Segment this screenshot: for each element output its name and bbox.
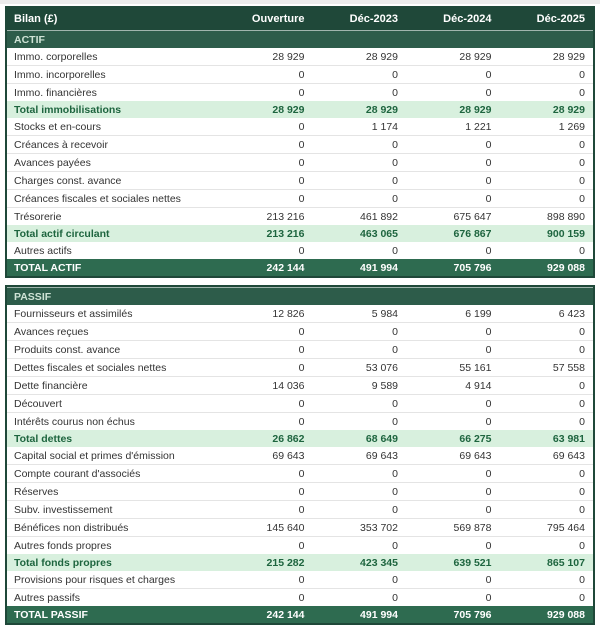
table-row-immo-corporelles [7,48,593,65]
row-value-déc-2024: 28 929 [459,103,492,116]
row-value-déc-2024: 66 275 [459,432,492,445]
row-value-ouverture: 0 [298,397,305,410]
actif-block [5,6,595,278]
row-value-déc-2024: 4 914 [465,379,492,392]
section-gap [5,278,595,285]
table-row-avances-re-ues [7,322,593,340]
row-value-déc-2023: 463 065 [360,227,398,240]
row-label: Immo. financières [14,86,97,99]
section-title: PASSIF [14,290,52,303]
row-value-déc-2023: 0 [392,244,398,257]
row-value-déc-2025: 0 [579,86,585,99]
table-row-dettes-fiscales-et-sociales-nettes [7,358,593,376]
row-value-déc-2023: 0 [392,467,398,480]
table-row-subv-investissement [7,500,593,518]
row-label: Avances reçues [14,325,89,338]
row-value-ouverture: 0 [298,192,305,205]
table-row-fournisseurs-et-assimil-s [7,305,593,322]
row-value-déc-2023: 0 [392,156,398,169]
table-row-d-couvert [7,394,593,412]
row-value-déc-2025: 0 [579,467,585,480]
passif-block [5,285,595,625]
table-row-immo-financi-res [7,83,593,101]
row-label: Dettes fiscales et sociales nettes [14,361,167,374]
row-value-ouverture: 28 929 [272,103,305,116]
row-value-ouverture: 0 [298,86,305,99]
row-value-déc-2024: 675 647 [453,210,492,223]
column-header-dec-2025: Déc-2025 [536,13,585,25]
row-value-ouverture: 0 [298,120,305,133]
row-value-déc-2023: 0 [392,174,398,187]
row-value-déc-2025: 0 [579,343,585,356]
row-value-déc-2025: 0 [579,503,585,516]
table-row-produits-const-avance [7,340,593,358]
row-value-déc-2024: 0 [485,539,492,552]
table-row-dette-financi-re [7,376,593,394]
row-label: Stocks et en-cours [14,120,101,133]
row-label: Créances fiscales et sociales nettes [14,192,181,205]
row-value-déc-2023: 0 [392,343,398,356]
row-label: Autres fonds propres [14,539,112,552]
row-value-déc-2024: 0 [485,86,492,99]
row-value-déc-2024: 0 [485,192,492,205]
row-value-déc-2025: 929 088 [547,608,585,621]
section-header-passif [7,287,593,305]
row-label: Provisions pour risques et charges [14,573,176,586]
row-value-déc-2024: 55 161 [459,361,492,374]
row-value-déc-2025: 28 929 [552,103,585,116]
row-label: Total dettes [14,432,73,445]
table-row-immo-incorporelles [7,65,593,83]
row-value-déc-2025: 0 [579,174,585,187]
row-value-déc-2024: 0 [485,485,492,498]
row-value-ouverture: 12 826 [272,307,305,320]
table-row-charges-const-avance [7,171,593,189]
row-value-déc-2025: 69 643 [552,449,585,462]
row-value-déc-2024: 1 221 [465,120,492,133]
row-label: Réserves [14,485,59,498]
section-title: ACTIF [14,33,45,46]
row-value-déc-2023: 0 [392,397,398,410]
row-value-ouverture: 0 [298,244,305,257]
row-value-ouverture: 215 282 [266,556,305,569]
row-label: Total immobilisations [14,103,122,116]
row-value-déc-2023: 28 929 [365,103,398,116]
row-value-déc-2025: 0 [579,397,585,410]
row-value-déc-2024: 69 643 [459,449,492,462]
row-value-déc-2024: 0 [485,503,492,516]
row-value-déc-2023: 491 994 [360,261,398,274]
row-value-déc-2023: 0 [392,485,398,498]
row-value-ouverture: 28 929 [272,50,305,63]
table-row-total-dettes [7,430,593,447]
table-row-cr-ances-fiscales-et-sociales-nettes [7,189,593,207]
row-label: Immo. corporelles [14,50,98,63]
row-value-ouverture: 242 144 [266,261,305,274]
row-value-déc-2024: 639 521 [453,556,492,569]
row-value-déc-2025: 28 929 [552,50,585,63]
row-value-déc-2024: 569 878 [453,521,492,534]
row-label: Immo. incorporelles [14,68,106,81]
row-value-ouverture: 0 [298,467,305,480]
row-value-déc-2025: 0 [579,591,585,604]
section-header-actif [7,30,593,48]
row-value-déc-2025: 865 107 [547,556,585,569]
row-value-ouverture: 0 [298,503,305,516]
row-value-déc-2024: 0 [485,343,492,356]
row-value-déc-2025: 0 [579,379,585,392]
row-value-déc-2025: 0 [579,138,585,151]
table-row-autres-fonds-propres [7,536,593,554]
column-header-dec-2024: Déc-2024 [443,13,492,25]
row-label: Capital social et primes d'émission [14,449,175,462]
row-value-ouverture: 0 [298,138,305,151]
passif-section-rows [7,287,593,623]
row-value-déc-2024: 0 [485,156,492,169]
table-title: Bilan (£) [14,13,58,25]
row-value-déc-2023: 5 984 [371,307,398,320]
row-value-ouverture: 0 [298,415,305,428]
row-value-déc-2025: 63 981 [552,432,585,445]
row-value-déc-2025: 0 [579,539,585,552]
row-value-déc-2023: 0 [392,325,398,338]
row-value-déc-2023: 353 702 [360,521,398,534]
column-header-dec-2023: Déc-2023 [349,13,398,25]
table-row-tr-sorerie [7,207,593,225]
row-value-déc-2023: 28 929 [365,50,398,63]
row-value-déc-2023: 0 [392,86,398,99]
table-row-compte-courant-d-associ-s [7,464,593,482]
table-row-total-actif [7,259,593,276]
actif-section-rows [7,30,593,276]
table-row-total-fonds-propres [7,554,593,571]
row-value-déc-2025: 0 [579,68,585,81]
row-value-ouverture: 145 640 [266,521,305,534]
table-row-total-immobilisations [7,101,593,118]
row-value-déc-2025: 900 159 [547,227,585,240]
row-label: Avances payées [14,156,91,169]
row-value-déc-2023: 0 [392,539,398,552]
row-value-déc-2025: 0 [579,156,585,169]
table-row-provisions-pour-risques-et-charges [7,571,593,588]
row-value-déc-2023: 423 345 [360,556,398,569]
row-label: Produits const. avance [14,343,121,356]
row-value-déc-2025: 0 [579,573,585,586]
row-value-ouverture: 0 [298,573,305,586]
row-value-déc-2024: 0 [485,467,492,480]
row-label: Total fonds propres [14,556,112,569]
table-row-total-passif [7,606,593,623]
row-value-déc-2024: 676 867 [453,227,492,240]
row-value-ouverture: 0 [298,174,305,187]
table-row-cr-ances-recevoir [7,135,593,153]
row-value-déc-2023: 0 [392,138,398,151]
table-row-avances-pay-es [7,153,593,171]
row-value-déc-2023: 9 589 [371,379,398,392]
row-value-déc-2023: 0 [392,68,398,81]
row-value-déc-2023: 68 649 [365,432,398,445]
row-value-ouverture: 0 [298,343,305,356]
row-value-déc-2024: 705 796 [453,261,492,274]
row-value-déc-2023: 69 643 [365,449,398,462]
row-value-déc-2024: 0 [485,573,492,586]
table-row-autres-actifs [7,242,593,259]
table-row-b-n-fices-non-distribu-s [7,518,593,536]
row-label: Découvert [14,397,62,410]
row-value-ouverture: 0 [298,591,305,604]
row-value-déc-2025: 57 558 [552,361,585,374]
row-value-déc-2023: 491 994 [360,608,398,621]
row-value-déc-2025: 929 088 [547,261,585,274]
row-value-ouverture: 14 036 [272,379,305,392]
row-value-ouverture: 0 [298,325,305,338]
top-strip [0,0,600,4]
row-label: TOTAL ACTIF [14,261,82,274]
row-label: TOTAL PASSIF [14,608,88,621]
row-value-déc-2023: 0 [392,573,398,586]
row-value-déc-2025: 6 423 [558,307,585,320]
table-row-r-serves [7,482,593,500]
row-value-déc-2024: 6 199 [465,307,492,320]
row-label: Total actif circulant [14,227,110,240]
row-value-déc-2023: 0 [392,503,398,516]
row-value-déc-2025: 795 464 [547,521,585,534]
row-value-ouverture: 242 144 [266,608,305,621]
row-value-déc-2024: 0 [485,415,492,428]
row-value-déc-2024: 705 796 [453,608,492,621]
row-value-déc-2025: 0 [579,325,585,338]
row-value-ouverture: 0 [298,156,305,169]
balance-sheet-table [5,6,595,625]
row-label: Dette financière [14,379,88,392]
row-value-ouverture: 0 [298,361,305,374]
row-value-déc-2024: 0 [485,68,492,81]
row-label: Trésorerie [14,210,62,223]
row-label: Créances à recevoir [14,138,108,151]
row-value-déc-2025: 0 [579,244,585,257]
row-value-déc-2025: 0 [579,192,585,205]
row-value-ouverture: 213 216 [266,210,305,223]
row-value-déc-2023: 0 [392,415,398,428]
row-value-déc-2024: 0 [485,397,492,410]
table-header-row [7,8,593,30]
table-row-int-r-ts-courus-non-chus [7,412,593,430]
row-value-ouverture: 69 643 [272,449,305,462]
row-value-ouverture: 0 [298,68,305,81]
row-value-déc-2023: 0 [392,192,398,205]
row-label: Autres actifs [14,244,72,257]
column-header-ouverture: Ouverture [251,13,305,25]
row-value-déc-2024: 28 929 [459,50,492,63]
row-value-déc-2024: 0 [485,174,492,187]
row-value-déc-2024: 0 [485,244,492,257]
row-value-déc-2024: 0 [485,591,492,604]
table-row-capital-social-et-primes-d-mission [7,447,593,464]
table-row-autres-passifs [7,588,593,606]
row-label: Intérêts courus non échus [14,415,135,428]
row-value-ouverture: 0 [298,539,305,552]
row-label: Compte courant d'associés [14,467,141,480]
row-value-ouverture: 213 216 [266,227,305,240]
row-value-déc-2025: 0 [579,415,585,428]
row-value-déc-2025: 1 269 [558,120,585,133]
table-row-stocks-et-en-cours [7,118,593,135]
row-value-déc-2025: 0 [579,485,585,498]
table-row-total-actif-circulant [7,225,593,242]
row-value-déc-2023: 1 174 [371,120,398,133]
row-value-déc-2023: 461 892 [360,210,398,223]
row-value-ouverture: 26 862 [272,432,305,445]
row-value-déc-2024: 0 [485,325,492,338]
row-label: Subv. investissement [14,503,113,516]
row-value-déc-2023: 53 076 [365,361,398,374]
row-label: Autres passifs [14,591,80,604]
row-value-ouverture: 0 [298,485,305,498]
row-value-déc-2024: 0 [485,138,492,151]
row-label: Fournisseurs et assimilés [14,307,133,320]
row-value-déc-2025: 898 890 [547,210,585,223]
row-value-déc-2023: 0 [392,591,398,604]
row-label: Charges const. avance [14,174,122,187]
row-label: Bénéfices non distribués [14,521,129,534]
